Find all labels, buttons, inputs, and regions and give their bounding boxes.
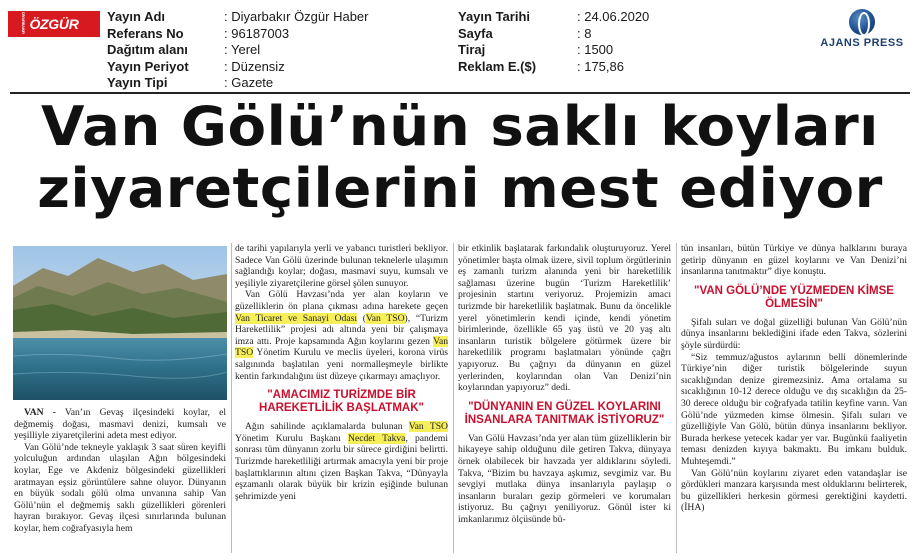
article-paragraph: Van Gölü’nün koylarını ziyaret eden vatandaşlar ise gördükleri manzara karşısında mest olduklarını belirterek, bu güzellikleri herkesin görmesi gerektiğini kaydetti. (İHA) — [681, 467, 907, 514]
publication-meta-left — [107, 9, 369, 92]
paragraph-text: Van’ın Gevaş ilçesindeki koylar, el değmemiş doğası, masmavi denizi, kumsalı ve yeşilliyle ziyaretçilerini adeta mest ediyor. — [14, 407, 226, 442]
paragraph-text: Ağın sahilinde açıklamalarda bulunan — [245, 421, 409, 433]
paragraph-text: ), “Turizm Hareketlilik” projesi adı altında yeni bir çalışmaya imza attı. Proje kapsamında Ağın koylarını gezen — [235, 312, 448, 347]
meta-label: Tiraj — [458, 42, 486, 57]
lake-water — [13, 338, 227, 400]
agency-name: AJANS PRESS — [820, 37, 904, 49]
meta-label: Sayfa — [458, 25, 493, 41]
agency-logo — [812, 9, 912, 49]
meta-value: : 96187003 — [224, 25, 290, 41]
article-column-2 — [235, 243, 448, 502]
publication-meta-right — [458, 9, 649, 75]
lake-landscape-image — [13, 246, 227, 400]
meta-row — [107, 42, 369, 59]
meta-label: Yayın Tipi — [107, 75, 168, 90]
subheading: "AMACIMIZ TURİZMDE BİR HAREKETLİLİK BAŞLATMAK" — [259, 389, 424, 415]
article-paragraph: de tarihi yapılarıyla yerli ve yabancı turistleri bekliyor. Sadece Van Gölü üzerinde bulunan teknelerle ulaşımın sağlandığı koylar; doğası, masmavi suyu, kumsalı ve yeşiliyle ziyaretçilerine görsel şölen sunuyor. — [235, 243, 448, 289]
highlighted-term: Van TSO — [408, 421, 448, 433]
article-paragraph: Şifalı suları ve doğal güzelliği bulunan Van Gölü’nün dünya insanlarını beklediğini ifade eden Takva, sözlerini şöyle sürdürdü: — [681, 316, 907, 351]
meta-row — [458, 26, 649, 43]
article-column-4 — [681, 243, 907, 514]
highlighted-term: Necdet Takva — [348, 432, 406, 444]
article-column-3 — [458, 243, 671, 525]
meta-value: : 1500 — [577, 42, 614, 57]
meta-row — [458, 9, 649, 26]
paragraph-text: Van Gölü Havzası’nda yer alan koyların ve güzelliklerin ön plana çıkması adına harekete geçen — [235, 289, 448, 312]
article-paragraph: Van Gölü’nde tekneyle yaklaşık 3 saat süren keyifli yolculuğun ardından ulaşılan Ağın bölgesindeki koylar, Ege ve Akdeniz bölgesindeki güzellikleri aratmayan eşsiz görüntülere sahne oluyor. Dünyanın en büyük sodalı gölü olma unvanına sahip Van Gölü’nün el değmemiş saklı güzellikleri görenleri hayran bırakıyor. Gevaş ilçesi sınırlarında bulunan koylar, hem coğrafyasıyla hem — [14, 441, 226, 534]
meta-label: Referans No — [107, 25, 184, 41]
paragraph-text: Yönetim Kurulu ve meclis üyeleri, korona virüs salgınında başlatılan yeni normalleşmeyle birlikte kentin farkındalığını üst düzeye çıkarmayı amaçlıyor. — [235, 347, 448, 382]
header-divider — [10, 92, 910, 94]
column-divider — [676, 243, 677, 553]
column-divider — [231, 243, 232, 553]
subheading: "VAN GÖLÜ’NDE YÜZMEDEN KİMSE ÖLMESİN" — [694, 284, 894, 310]
article-paragraph: “Siz temmuz/ağustos aylarının belli dönemlerinde Türkiye’nin diğer turistik bölgelerinde suyun sıcaklığından denize giremezsiniz. Ama ortalama su sıcaklığının 10-12 derece olduğu ve dış sıcaklığın da 25-30 derece olduğu bir coğrafyada tatilin keyfine varın. Van Gölü’nde yüzmeden kimse ölmesin. Şifalı suları ve güzelliğiyle Van Gölü, bütün dünya insanlarını bekliyor. Burada herkese yetecek kadar yer var. Bugünkü faaliyetin teması denizden kıyıya bakmaktı. Bu imkanı bulduk. Muhteşemdi.” — [681, 351, 907, 467]
meta-value: : Diyarbakır Özgür Haber — [224, 9, 369, 24]
paragraph-text: ( — [357, 312, 366, 324]
meta-row — [107, 75, 369, 92]
article-column-1 — [14, 407, 226, 535]
meta-value: : 24.06.2020 — [577, 9, 650, 24]
article-headline — [0, 96, 920, 220]
paragraph-text: , pandemi sonrası tüm dünyanın zorlu bir sürece girdiğini belirtti. Turizmde hareketliliği artırmak amacıyla yeni bir proje başlattıklarının altını çizen Başkan Takva, “Dünyayla eşzamanlı olarak büyük bir krizin eşiğinde bulunan şehrimizde yeni — [235, 432, 448, 502]
newspaper-logo — [8, 11, 100, 58]
highlighted-term: Van TSO — [235, 335, 448, 359]
highlighted-term: Van Ticaret ve Sanayi Odası — [235, 312, 357, 324]
logo-text: ÖZGÜR HABER — [29, 16, 79, 58]
meta-value: : Yerel — [224, 42, 261, 57]
column-divider — [453, 243, 454, 553]
headline-line-2: ziyaretçilerini mest ediyor — [37, 157, 883, 220]
article-paragraph — [235, 289, 448, 382]
article-paragraph: Van Gölü Havzası’nda yer alan tüm güzelliklerin bir hikayeye sahip olduğunu dile getiren Takva, dünyaya örnek olabilecek bir havzada yer aldıklarını söyledi. Takva, “Bizim bu havzaya aşkımız, sevgimiz var. Bu sevgiyi mutlaka dünya insanlarıyla paylaşıp o insanların buraları gezip görmeleri ve korumaları istiyoruz. Bu çağrıyı yeniliyoruz. Gönül ister ki imkanlarımız ölçüsünde bü- — [458, 432, 671, 525]
meta-label: Dağıtım alanı — [107, 42, 188, 57]
article-paragraph: bir etkinlik başlatarak farkındalık oluşturuyoruz. Yerel yönetimler başta olmak üzere, sivil toplum örgütlerinin eş zamanlı turizm alanında yeni bir hareketlilik sağlaması üzerine bugün ‘Turizm Hareketlilik’ projesinin startını veriyoruz. Projemizin amacı turizmde bir hareketlilik başlatmak. Bunu da öncelikle yerel yönetimlerin kendi içinde, kendi yönetim birimlerinde, özellikle 65 yaş üstü ve 20 yaş altı insanların turistik bölgelere götürmek üzere bir hareketlilik programı başlatmaları yönünde çağrı yapıyoruz. Bu çağrıyı da dünyanın en güzel yerlerinden, koylarından olan Van Denizi’nin koylarından yapıyoruz” dedi. — [458, 243, 671, 394]
article-paragraph — [235, 421, 448, 502]
globe-icon — [849, 9, 875, 35]
dateline: VAN - — [24, 407, 56, 418]
meta-row — [107, 9, 369, 26]
meta-label: Reklam E.($) — [458, 58, 537, 74]
meta-value: : Gazete — [224, 75, 274, 90]
meta-label: Yayın Periyot — [107, 58, 189, 74]
meta-row — [458, 42, 649, 59]
highlighted-term: Van TSO — [365, 312, 405, 324]
subheading: "DÜNYANIN EN GÜZEL KOYLARINI İNSANLARA TANITMAK İSTİYORUZ" — [464, 400, 665, 426]
logo-small-text: DİYARBAKIR — [21, 12, 26, 34]
headline-line-1: Van Gölü’nün saklı koyları — [41, 95, 879, 158]
meta-row — [107, 59, 369, 76]
meta-label: Yayın Adı — [107, 9, 166, 24]
meta-value: : 8 — [577, 25, 592, 41]
paragraph-text: Yönetim Kurulu Başkanı — [235, 432, 349, 444]
article-paragraph — [14, 407, 226, 442]
meta-value: : 175,86 — [577, 58, 624, 74]
meta-value: : Düzensiz — [224, 58, 285, 74]
meta-row — [107, 26, 369, 43]
meta-row — [458, 59, 649, 76]
article-paragraph: tün insanları, bütün Türkiye ve dünya halklarını buraya getirip dünyanın en güzel koylarını ve Van Denizi’ni insanlarına tanıtmaktır” diye konuştu. — [681, 243, 907, 278]
meta-label: Yayın Tarihi — [458, 9, 531, 24]
lake-cove-photo — [13, 246, 227, 400]
